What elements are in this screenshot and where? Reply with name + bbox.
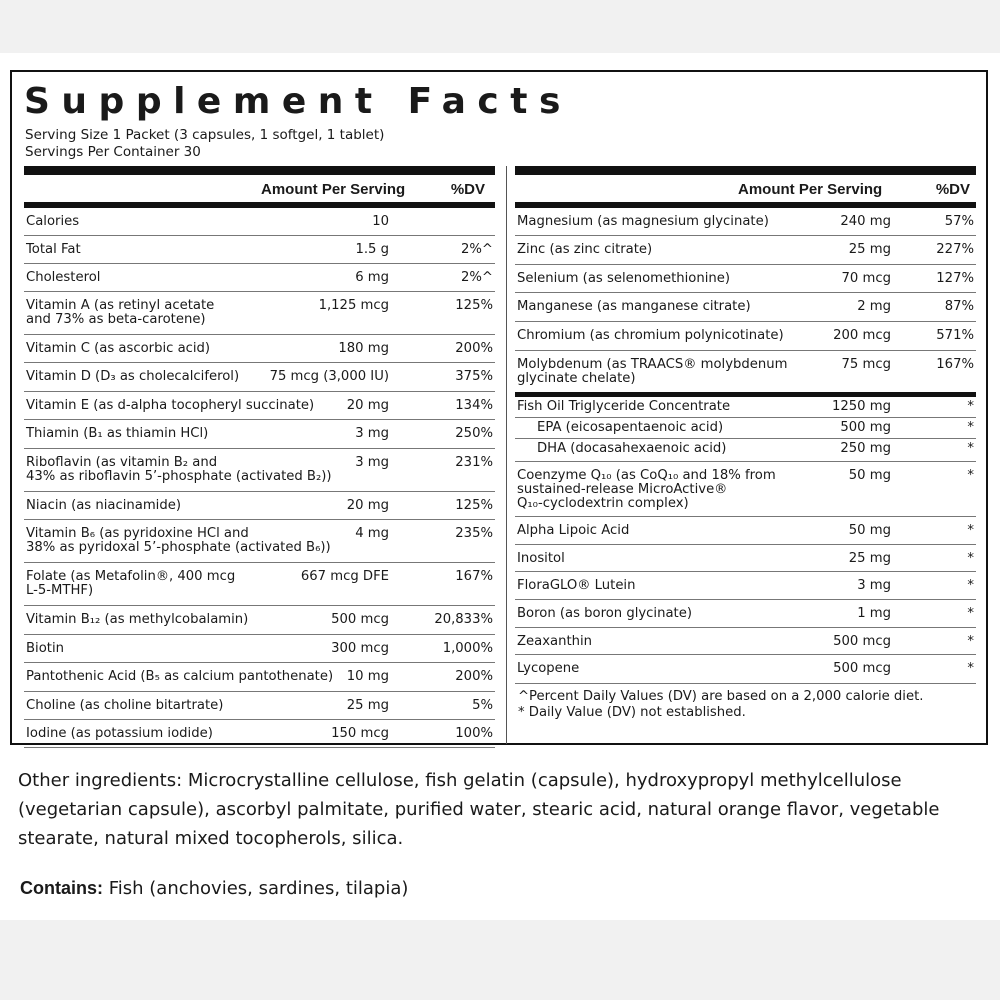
nutrient-name (517, 358, 787, 386)
nutrient-name-line: Calories (26, 214, 80, 229)
nutrient-amount: 180 mg (338, 341, 389, 356)
nutrient-dv: 134% (455, 398, 493, 413)
nutrient-name-line: Molybdenum (as TRAACS® molybdenum (517, 357, 788, 372)
nutrient-dv: 125% (455, 298, 493, 313)
nutrient-name (26, 499, 181, 513)
nutrient-amount: 250 mg (840, 441, 891, 456)
footnotes (515, 684, 976, 720)
nutrient-name (26, 243, 81, 257)
nutrient-name-line: Thiamin (B₁ as thiamin HCl) (26, 426, 209, 441)
nutrient-name (26, 370, 239, 384)
nutrient-dv: * (967, 634, 974, 649)
other-ingredients: Other ingredients: Microcrystalline cellulose, fish gelatin (capsule), hydroxypropyl methylcellulose (vegetarian capsule), ascorbyl palmitate, purified water, stearic acid, natural orange flavor, vegetable stearate, natural mixed tocopherols, silica. (18, 770, 940, 849)
nutrient-amount: 75 mcg (841, 357, 891, 372)
dv-header: %DV (935, 181, 970, 198)
nutrient-name-line: Vitamin D (D₃ as cholecalciferol) (26, 369, 240, 384)
nutrient-dv: 227% (936, 242, 974, 257)
nutrient-amount: 25 mg (848, 551, 891, 566)
nutrient-dv: 100% (455, 726, 493, 741)
nutrient-name-line: Q₁₀-cyclodextrin complex) (517, 496, 689, 511)
footnote: ^Percent Daily Values (DV) are based on a 2,000 calorie diet. (518, 689, 924, 704)
nutrient-name-line: Pantothenic Acid (B₅ as calcium pantothenate) (26, 669, 334, 684)
nutrient-amount: 20 mg (346, 398, 389, 413)
nutrient-dv: 167% (455, 569, 493, 584)
nutrient-amount: 240 mg (840, 214, 891, 229)
nutrient-dv: * (967, 441, 974, 456)
nutrient-name-line: Alpha Lipoic Acid (517, 523, 630, 538)
nutrient-name (26, 299, 214, 327)
nutrient-name-line: FloraGLO® Lutein (517, 578, 636, 593)
nutrient-row (515, 545, 976, 572)
nutrient-amount: 50 mg (848, 523, 891, 538)
nutrient-row (24, 720, 495, 748)
nutrient-name (26, 642, 64, 656)
servings-per-container: Servings Per Container 30 (25, 144, 201, 160)
nutrient-amount: 500 mcg (833, 634, 891, 649)
nutrient-name (26, 570, 235, 598)
nutrient-dv: 5% (472, 698, 493, 713)
nutrient-amount: 3 mg (857, 578, 891, 593)
nutrient-row (24, 635, 495, 663)
nutrient-name (26, 699, 223, 713)
dv-header: %DV (450, 181, 485, 198)
nutrient-name (517, 272, 730, 286)
nutrient-row (24, 492, 495, 520)
nutrient-amount: 150 mcg (331, 726, 389, 741)
nutrient-name (26, 342, 210, 356)
nutrient-dv: 571% (936, 328, 974, 343)
nutrient-name-line: Biotin (26, 641, 64, 656)
nutrient-name (26, 427, 208, 441)
nutrient-name-line: sustained-release MicroActive® (517, 482, 728, 497)
nutrient-name-line: Niacin (as niacinamide) (26, 498, 181, 513)
nutrient-amount: 25 mg (848, 242, 891, 257)
nutrient-name-line: Boron (as boron glycinate) (517, 606, 692, 621)
column-divider (506, 166, 507, 744)
nutrient-amount: 20 mg (346, 498, 389, 513)
label-sheet (0, 53, 1000, 920)
nutrient-name (26, 271, 100, 285)
nutrient-name-line: Total Fat (26, 242, 81, 257)
nutrient-dv: 167% (936, 357, 974, 372)
nutrient-name (517, 300, 751, 314)
nutrient-name (517, 243, 652, 257)
nutrient-name-line: Chromium (as chromium polynicotinate) (517, 328, 784, 343)
nutrient-name (26, 215, 79, 229)
nutrient-row (24, 663, 495, 692)
nutrient-row (515, 462, 976, 517)
nutrient-row (24, 692, 495, 720)
nutrient-name-line: Vitamin B₁₂ (as methylcobalamin) (26, 612, 249, 627)
nutrient-row (24, 449, 495, 492)
nutrient-dv: 250% (455, 426, 493, 441)
nutrient-name-line: Coenzyme Q₁₀ (as CoQ₁₀ and 18% from (517, 468, 776, 483)
top-rule (24, 166, 495, 175)
nutrient-dv: 2%^ (461, 270, 493, 285)
nutrient-row (24, 335, 495, 363)
nutrient-row (24, 292, 495, 335)
nutrient-name (517, 662, 579, 676)
nutrient-row (515, 517, 976, 545)
nutrient-name-line: Fish Oil Triglyceride Concentrate (517, 399, 731, 414)
contains-label: Contains: (20, 878, 103, 898)
nutrient-dv: 1,000% (442, 641, 493, 656)
nutrient-amount: 3 mg (355, 455, 389, 470)
nutrient-dv: 127% (936, 271, 974, 286)
nutrient-dv: * (967, 661, 974, 676)
nutrient-amount: 300 mcg (331, 641, 389, 656)
nutrient-row (515, 236, 976, 265)
nutrient-dv: 57% (944, 214, 974, 229)
nutrient-name (26, 670, 333, 684)
nutrient-row (515, 397, 976, 418)
nutrient-amount: 75 mcg (3,000 IU) (269, 369, 389, 384)
nutrient-row (515, 322, 976, 351)
nutrient-amount: 4 mg (355, 526, 389, 541)
nutrient-name-line: Vitamin C (as ascorbic acid) (26, 341, 211, 356)
nutrient-name (537, 421, 723, 435)
nutrient-name-line: Manganese (as manganese citrate) (517, 299, 751, 314)
nutrient-dv: * (967, 606, 974, 621)
nutrient-row (24, 563, 495, 606)
right-column-header (515, 175, 976, 202)
nutrient-amount: 10 (372, 214, 389, 229)
nutrient-name (517, 400, 730, 414)
nutrient-dv: 235% (455, 526, 493, 541)
nutrient-row (515, 600, 976, 628)
top-rule (515, 166, 976, 175)
nutrient-row (24, 392, 495, 420)
nutrient-amount: 2 mg (857, 299, 891, 314)
nutrient-row (515, 208, 976, 236)
amount-header: Amount Per Serving (261, 181, 406, 198)
amount-header: Amount Per Serving (738, 181, 883, 198)
nutrient-row (515, 351, 976, 397)
nutrient-row (515, 439, 976, 462)
other-nutrient-list (515, 397, 976, 684)
nutrient-name-line: DHA (docasahexaenoic acid) (537, 441, 727, 456)
nutrient-row (24, 363, 495, 392)
contains-text: Fish (anchovies, sardines, tilapia) (103, 878, 409, 899)
nutrient-row (24, 420, 495, 449)
nutrient-name-line: Selenium (as selenomethionine) (517, 271, 731, 286)
nutrient-name-line: Vitamin B₆ (as pyridoxine HCl and (26, 526, 249, 541)
nutrient-name (517, 579, 635, 593)
nutrient-amount: 50 mg (848, 468, 891, 483)
nutrient-dv: 200% (455, 341, 493, 356)
nutrient-name-line: 38% as pyridoxal 5’-phosphate (activated B₆)) (26, 540, 331, 555)
nutrient-amount: 200 mcg (833, 328, 891, 343)
allergen-statement (20, 876, 408, 901)
nutrient-name-line: Zinc (as zinc citrate) (517, 242, 653, 257)
nutrient-amount: 25 mg (346, 698, 389, 713)
nutrient-name (537, 442, 726, 456)
nutrient-name-line: and 73% as beta-carotene) (26, 312, 206, 327)
nutrient-row (24, 208, 495, 236)
nutrient-amount: 6 mg (355, 270, 389, 285)
nutrient-row (24, 606, 495, 635)
nutrient-dv: * (967, 578, 974, 593)
nutrient-name-line: Cholesterol (26, 270, 101, 285)
left-nutrient-list (24, 208, 495, 748)
nutrient-dv: 20,833% (434, 612, 493, 627)
nutrient-name-line: Choline (as choline bitartrate) (26, 698, 224, 713)
nutrient-name-line: L-5-MTHF) (26, 583, 94, 598)
nutrient-dv: * (967, 399, 974, 414)
nutrient-amount: 1 mg (857, 606, 891, 621)
serving-info (25, 127, 384, 161)
nutrient-dv: 231% (455, 455, 493, 470)
nutrient-row (515, 265, 976, 293)
nutrient-amount: 500 mg (840, 420, 891, 435)
nutrient-dv: * (967, 420, 974, 435)
nutrient-name-line: Lycopene (517, 661, 580, 676)
nutrient-name (517, 469, 776, 511)
nutrient-name (26, 399, 314, 413)
nutrient-dv: * (967, 551, 974, 566)
nutrient-dv: 200% (455, 669, 493, 684)
nutrient-name-line: Vitamin E (as d-alpha tocopheryl succinate) (26, 398, 315, 413)
nutrient-name (517, 552, 565, 566)
mineral-list (515, 208, 976, 397)
nutrient-name (26, 527, 331, 555)
nutrient-amount: 10 mg (346, 669, 389, 684)
left-column (24, 166, 495, 748)
nutrient-row (515, 572, 976, 600)
serving-size: Serving Size 1 Packet (3 capsules, 1 softgel, 1 tablet) (25, 127, 385, 143)
nutrient-name (26, 456, 332, 484)
nutrient-row (515, 628, 976, 655)
nutrient-name-line: EPA (eicosapentaenoic acid) (537, 420, 724, 435)
nutrient-name (26, 613, 248, 627)
nutrient-dv: 125% (455, 498, 493, 513)
nutrient-dv: * (967, 523, 974, 538)
nutrient-amount: 1,125 mcg (318, 298, 389, 313)
supplement-facts-panel (10, 70, 988, 745)
nutrient-amount: 500 mcg (833, 661, 891, 676)
left-column-header (24, 175, 495, 202)
nutrient-dv: * (967, 468, 974, 483)
nutrient-name (517, 524, 629, 538)
nutrient-row (24, 520, 495, 563)
nutrient-name-line: 43% as riboflavin 5’-phosphate (activated B₂)) (26, 469, 332, 484)
nutrient-row (24, 236, 495, 264)
nutrient-dv: 375% (455, 369, 493, 384)
nutrient-name-line: Inositol (517, 551, 565, 566)
nutrient-amount: 70 mcg (841, 271, 891, 286)
nutrient-row (515, 655, 976, 684)
nutrient-amount: 3 mg (355, 426, 389, 441)
nutrient-name-line: glycinate chelate) (517, 371, 636, 386)
nutrient-name (517, 329, 784, 343)
right-column (515, 166, 976, 720)
nutrient-row (515, 418, 976, 439)
nutrient-name-line: Riboflavin (as vitamin B₂ and (26, 455, 218, 470)
nutrient-name-line: Magnesium (as magnesium glycinate) (517, 214, 769, 229)
nutrient-amount: 1.5 g (355, 242, 389, 257)
nutrient-row (515, 293, 976, 322)
nutrient-name (517, 607, 692, 621)
nutrient-amount: 1250 mg (832, 399, 891, 414)
nutrient-name-line: Vitamin A (as retinyl acetate (26, 298, 215, 313)
nutrient-name (26, 727, 213, 741)
nutrient-amount: 667 mcg DFE (300, 569, 389, 584)
nutrient-name (517, 215, 769, 229)
nutrient-amount: 500 mcg (331, 612, 389, 627)
nutrient-name-line: Zeaxanthin (517, 634, 593, 649)
nutrient-dv: 87% (944, 299, 974, 314)
footnote: * Daily Value (DV) not established. (518, 704, 746, 720)
panel-title: Supplement Facts (24, 81, 572, 122)
nutrient-name (517, 635, 592, 649)
nutrient-dv: 2%^ (461, 242, 493, 257)
nutrient-name-line: Iodine (as potassium iodide) (26, 726, 213, 741)
nutrient-name-line: Folate (as Metafolin®, 400 mcg (26, 569, 236, 584)
nutrient-row (24, 264, 495, 292)
